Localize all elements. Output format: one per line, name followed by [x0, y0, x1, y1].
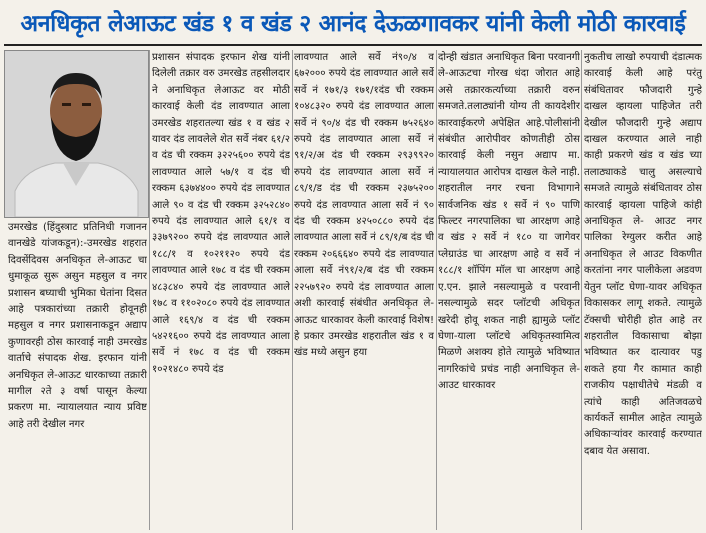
article-column-2: प्रशासन संपादक इरफान शेख यांनी दिलेली तक्रार वरु उमरखेड तहसीलदार ने अनाधिकृत लेआऊट वर मोठी कारवाई केली दंड लावण्यात आला उमरखेड शहरातल्या खंड १ व खंड २ यावर दंड लावलेले शेत सर्वे नंबर ६१/२ व दंड ची रक्कम ३२२५६०० रुपये दंड लावण्यात आले ५७/१ व दंड ची रक्कम ६३७४४०० रुपये दंड लावण्यात आले ९० व दंड ची रक्कम ३२५२८४० रुपये दंड लावण्यात आले ६१/१ व ३३७९२०० रुपये दंड लावण्यात आले १८८/१ व १०२११२० रुपये दंड लावण्यात आले १७८ व दंड ची रक्कम ४८३८४० रुपये दंड लावण्यात आले १७८ व ११०२०८० रुपये दंड लावण्यात आले १६९/४ व दंड ची रक्कम ५४२१६०० रुपये दंड लावण्यात आला सर्वे नं १७८ व दंड ची रक्कम १०२१४८० रुपये दंड [152, 52, 290, 375]
article-column-3: लावण्यात आले सर्वे नं९०/४ व ६७२००० रुपये दंड लावण्यात आले सर्वे सर्वे नं १७१/३ १७१/१दंड ची रक्कम १०४८३२० रुपये दंड लावण्यात आला सर्वे नं ९०/४ दंड ची रक्कम ७५२६४० रुपये दंड लावण्यात आला सर्वे नं ९१/२/अ दंड ची रक्कम २९३९९२० रुपये दंड लावण्यात आला सर्वे नं ८९/१/ड दंड ची रक्कम २३७५२०० रुपये दंड लावण्यात आला सर्वे नं ९० दंड ची रक्कम ४२५०८८० रुपये दंड लावण्यात आला सर्वे नं ८९/१/ब दंड ची रक्कम २०६६६४० रुपये दंड लावण्यात आला सर्वे नं९१/२/ब दंड ची रक्कम २२५७९२० रुपये दंड लावण्यात आला अशी कारवाई संबंधीत अनधिकृत ले-आऊट धारकावर केली कारवाई विशेष! हे प्रकार उमरखेड शहरातील खंड १ व खंड मध्ये असुन हया [294, 52, 434, 359]
portrait-photo-icon [5, 51, 148, 217]
headline-text: अनधिकृत लेआऊट खंड १ व खंड २ आनंद देऊळगावकर यांनी केली मोठी कारवाई [20, 11, 686, 37]
reporter-photo [4, 50, 149, 218]
column-divider [149, 50, 150, 530]
column-divider [581, 50, 582, 530]
headline [0, 0, 706, 44]
article-column-4: दोन्ही खंडात अनाधिकृत बिना परवानगी ले-आऊटचा गोरख धंदा जोरात आहे असे तक्रारकर्त्याच्या तक्रारी वरुन समजते.तलाठ्यांनी योग्य ती कायदेशीर कारवाईकरणे अपेक्षित आहे.पोलीसांनी संबंधीत आरोपीवर कोणतीही ठोस कारवाई केली नसुन अद्याप मा. न्यायालयात आरोपत्र दाखल केले नाही. शहरातील नगर रचना विभागाने सार्वजनिक खंड १ सर्वे नं ९० पाणि फिल्टर नगरपालिका चा आरक्षण आहे व खंड २ सर्वे नं १८० या जागेवर प्लेग्राउंड चा आरक्षण आहे व सर्वे नं १८८/१ शॉपिंग मॉल चा आरक्षण आहे ए.एन. झाले नसल्यामुळे व परवानी नसल्यामुळे सदर प्लॉटची अधिकृत खरेदी होवू शकत नाही ह्यामुळे प्लॉट घेणा-याला प्लॉटचे अधिकृतस्वामित्व मिळणे अशक्य होते त्यामुळे भविष्यात नागरिकांचे प्रचंड नाही अनाधिकृत ले-आउट धारकावर [438, 52, 580, 392]
article-column-5: नुकतीच लाखो रुपयाची दंडात्मक कारवाई केली आहे परंतु संबंधितावर फौजदारी गुन्हे दाखल व्हायला पाहिजेत तरी देखील फौजदारी गुन्हे अद्याप दाखल करण्यात आले नाही काही प्रकरणे खंड व खंड च्या तलाठ्याकडे चालु असल्याचे समजते त्यामुळे संबंधितावर ठोस कारवाई व्हायला पाहिजे कांही अनाधिकृत ले- आउट नगर पालिका रेग्युलर करीत आहे अनाधिकृत ले आउट विकणीत करतांना नगर पालीकेला अडवण येतुन प्लॉट घेणा-यावर अधिकृत विकासकर लागू शकते. त्यामुळे टॅक्सची चोरीही होत आहे तर शहरातील विकासाचा बोझा भविष्यात कर दात्यावर पडु शकते हया गैर कामात काही राजकीय पक्षाधीतेचे मंडळी व त्यांचे काही अतिजवळचे कार्यकर्ते सामील आहेत त्यामुळे अधिकाऱ्यांवर कारवाई करण्यात दबाव येत असावा. [584, 52, 702, 457]
column-divider [292, 50, 293, 530]
column-divider [436, 50, 437, 530]
article-column-1: उमरखेड (हिंदुस्त्राट प्रतिनिधी गजानन वानखेडे यांजकडून):-उमरखेड शहरात दिवसेंदिवस अनधिकृत ले-आऊट चा धुमाकूळ सुरू असुन महसुल व नगर प्रशासन बघ्याची भुमिका घेतांना दिसत आहे पत्रकारांच्या तक्रारी होवूनही महसुल व नगर प्रशासनाकडून अद्याप कुणावरही ठोस कारवाई नाही उमरखेड वार्ताचे संपादक शेख. इरफान यांनी अनधिकृत ले-आऊट धारकाच्या तक्रारी मागील २ते ३ वर्षा पासून केल्या प्रकरण मा. न्यायालयात न्याय प्रविष्ट आहे तरी देखील नगर [8, 222, 147, 430]
headline-rule [4, 44, 702, 46]
